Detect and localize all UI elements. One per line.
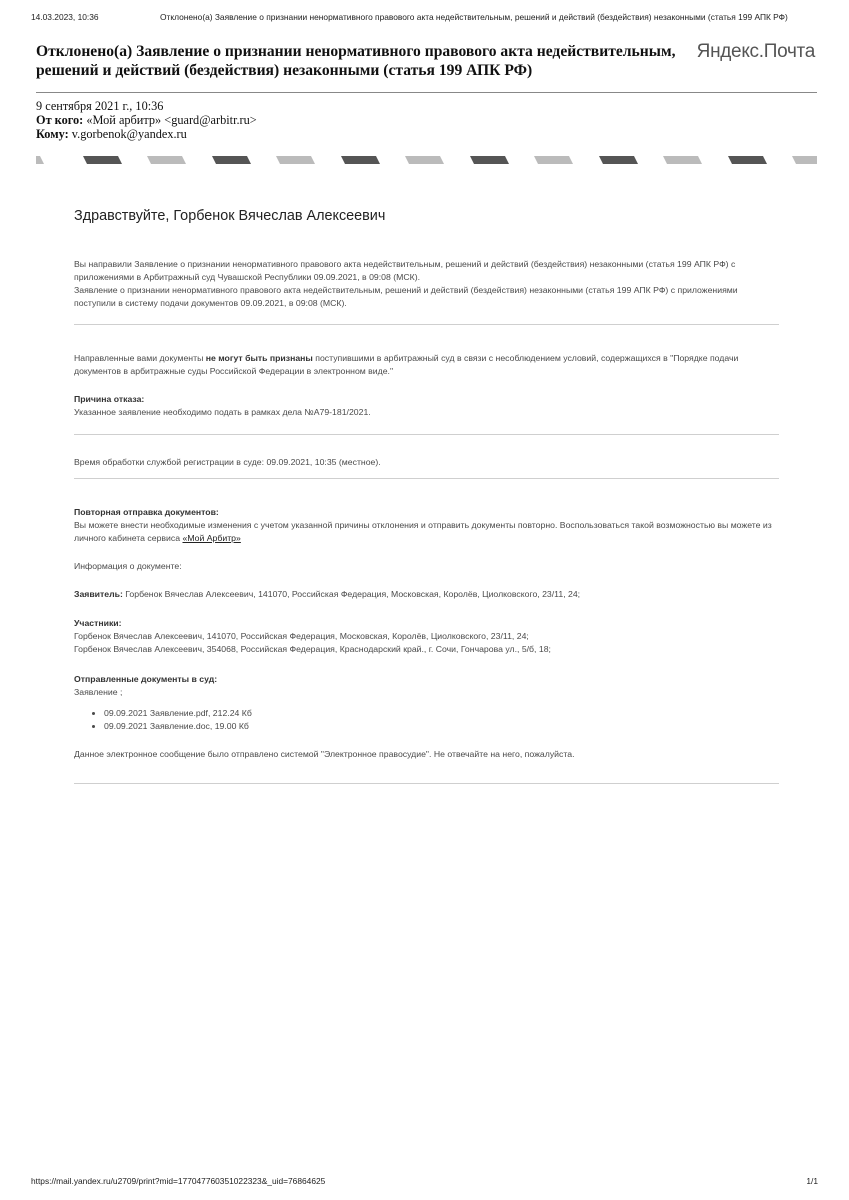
applicant [74, 588, 779, 601]
participant-1: Горбенок Вячеслав Алексеевич, 141070, Российская Федерация, Московская, Королёв, Циолковского, 23/11, 24; [74, 631, 529, 641]
section-divider [74, 324, 779, 325]
sent-docs-list [74, 707, 252, 733]
mail-subject: Отклонено(а) Заявление о признании ненормативного правового акта недействительным, решений и действий (бездействия) незаконными (статья 199 АПК РФ) [36, 43, 676, 79]
mail-to [36, 127, 257, 141]
moy-arbitr-link[interactable]: «Мой Арбитр» [182, 533, 241, 543]
section-divider [74, 478, 779, 479]
applicant-label: Заявитель: [74, 589, 123, 599]
brand-right: Почта [763, 41, 815, 62]
intro-line-2: Заявление о признании ненормативного правового акта недействительным, решений и действий (бездействия) незаконными (статья 199 АПК РФ) с приложениями поступили в систему подачи документов 09.09.2021, в 09:08 (МСК). [74, 285, 738, 308]
list-item: • 09.09.2021 Заявление.doc, 19.00 Кб [104, 720, 252, 733]
brand-separator: . [758, 41, 764, 62]
resend-text: Вы можете внести необходимые изменения с учетом указанной причины отклонения и отправить документы повторно. Воспользоваться такой возможностью вы можете из личного кабинета сервиса [74, 520, 772, 543]
notice-post: поступившими в арбитражный суд в связи с несоблюдением условий, содержащихся в "Порядке подачи документов в арбитражные суды Российской Федерации в электронном виде." [74, 353, 739, 376]
notice-pre: Направленные вами документы [74, 353, 206, 363]
mail-date: 9 сентября 2021 г., 10:36 [36, 99, 164, 113]
to-value: v.gorbenok@yandex.ru [71, 127, 187, 141]
doc-info-heading: Информация о документе: [74, 561, 182, 571]
footer-note: Данное электронное сообщение было отправлено системой "Электронное правосудие". Не отвечайте на него, пожалуйста. [74, 749, 575, 759]
sent-docs-label: Отправленные документы в суд: [74, 674, 218, 684]
rejection-notice [74, 352, 779, 378]
processing-time: Время обработки службой регистрации в суде: 09.09.2021, 10:35 (местное). [74, 457, 381, 467]
print-datetime: 14.03.2023, 10:36 [31, 12, 99, 22]
from-value: «Мой арбитр» <guard@arbitr.ru> [86, 113, 257, 127]
participant-2: Горбенок Вячеслав Алексеевич, 354068, Российская Федерация, Краснодарский край., г. Сочи, Гончарова ул., 5/б, 18; [74, 644, 551, 654]
brand-left: Яндекс [696, 41, 759, 62]
from-label: От кого: [36, 113, 84, 127]
yandex-mail-logo [697, 41, 815, 63]
section-divider [74, 783, 779, 784]
participants [74, 617, 779, 656]
resend-label: Повторная отправка документов: [74, 507, 219, 517]
print-url: https://mail.yandex.ru/u2709/print?mid=177047760351022323&_uid=76864625 [31, 1176, 326, 1186]
greeting: Здравствуйте, Горбенок Вячеслав Алексеевич [74, 208, 386, 224]
reason-label: Причина отказа: [74, 394, 145, 404]
sent-docs-sub: Заявление ; [74, 687, 123, 697]
sent-docs [74, 673, 779, 699]
notice-bold: не могут быть признаны [205, 353, 313, 363]
reason-text: Указанное заявление необходимо подать в рамках дела №А79-181/2021. [74, 407, 371, 417]
resend-section [74, 506, 779, 545]
rejection-reason [74, 393, 779, 419]
mail-header [36, 41, 817, 141]
print-title: Отклонено(а) Заявление о признании ненормативного правового акта недействительным, решений и действий (бездействия) незаконными (статья 199 АПК РФ) [160, 12, 788, 22]
header-divider [36, 92, 817, 93]
intro-line-1: Вы направили Заявление о признании ненормативного правового акта недействительным, решений и действий (бездействия) незаконными (статья 199 АПК РФ) с приложениями в Арбитражный суд Чувашской Республики 09.09.2021, в 09:08 (МСК). [74, 259, 736, 282]
intro-paragraph [74, 258, 779, 310]
to-label: Кому: [36, 127, 69, 141]
participants-label: Участники: [74, 618, 122, 628]
mail-meta [36, 99, 257, 141]
envelope-stripe [36, 156, 817, 164]
applicant-text: Горбенок Вячеслав Алексеевич, 141070, Российская Федерация, Московская, Королёв, Циолковского, 23/11, 24; [122, 589, 581, 599]
mail-from [36, 113, 257, 127]
page-number: 1/1 [806, 1176, 818, 1186]
section-divider [74, 434, 779, 435]
list-item: • 09.09.2021 Заявление.pdf, 212.24 Кб [104, 707, 252, 720]
